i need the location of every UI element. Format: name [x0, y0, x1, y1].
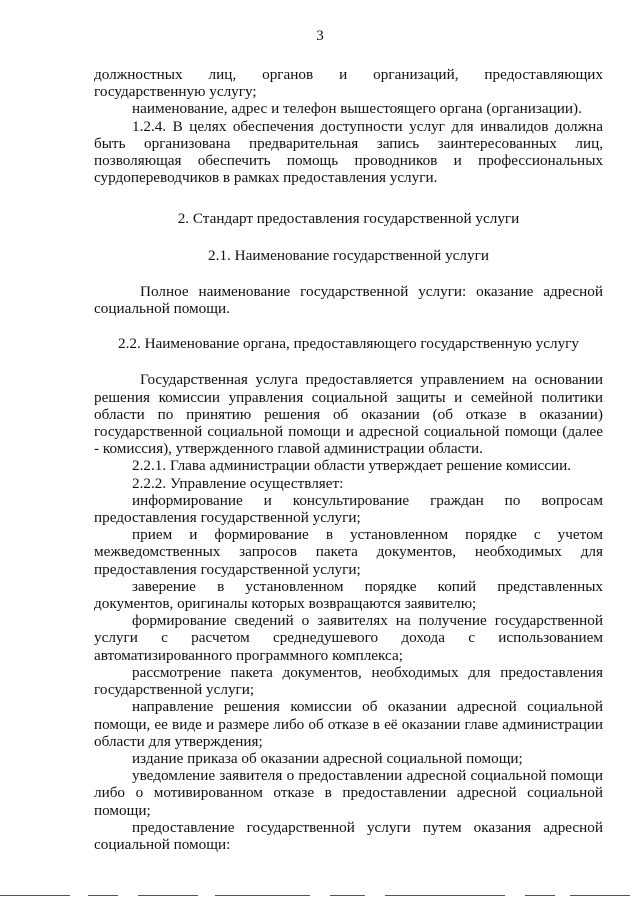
scan-edge-line: [0, 893, 640, 899]
paragraph-2-2-2: 2.2.2. Управление осуществляет:: [132, 474, 344, 492]
text-line: межведомственных запросов пакета документов, необходимых для: [94, 543, 603, 561]
text-line: документов, оригиналы которых возвращаются заявителю;: [94, 595, 477, 613]
document-body: [94, 66, 603, 853]
text-line: государственной социальной помощи и адресной социальной помощи (далее: [94, 423, 603, 441]
list-item: направление решения комиссии об оказании адресной социальной: [132, 698, 603, 716]
text-line: социальной помощи.: [94, 300, 230, 318]
text-line: помощи;: [94, 801, 151, 819]
text-line: - комиссия), утвержденного главой администрации области.: [94, 440, 483, 458]
text-line: государственной услуги;: [94, 681, 255, 699]
list-item: формирование сведений о заявителях на получение государственной: [132, 612, 603, 630]
text-line: быть организована предварительная запись заинтересованных лиц,: [94, 134, 603, 152]
text-line: области по принятию решения об оказании (об отказе в оказании): [94, 405, 603, 423]
text-line: государственную услугу;: [94, 83, 257, 101]
subsection-2-1-text: Полное наименование государственной услуги: оказание адресной: [140, 282, 603, 300]
text-line: решения комиссии управления социальной защиты и семейной политики: [94, 388, 603, 406]
list-item: уведомление заявителя о предоставлении адресной социальной помощи: [132, 767, 603, 785]
list-item: информирование и консультирование граждан по вопросам: [132, 491, 603, 509]
paragraph-2-2-1: 2.2.1. Глава администрации области утверждает решение комиссии.: [132, 457, 572, 475]
text-line: предоставления государственной услуги;: [94, 560, 361, 578]
page-number: 3: [316, 28, 324, 44]
text-line: автоматизированного программного комплекса;: [94, 646, 403, 664]
list-item: издание приказа об оказании адресной социальной помощи;: [132, 749, 523, 767]
section-2-title: 2. Стандарт предоставления государственной услуги: [177, 210, 520, 228]
paragraph-1-2-4: 1.2.4. В целях обеспечения доступности услуг для инвалидов должна: [132, 117, 603, 135]
subsection-2-1-title: 2.1. Наименование государственной услуги: [208, 246, 489, 264]
text-line: области для утверждения;: [94, 732, 263, 750]
text-line: помощи, ее виде и размере либо об отказе в её оказании главе администрации: [94, 715, 603, 733]
text-line: должностных лиц, органов и организаций, предоставляющих: [94, 66, 603, 83]
list-item: заверение в установленном порядке копий представленных: [132, 577, 603, 595]
text-line: предоставления государственной услуги;: [94, 509, 361, 527]
subsection-2-2-title: 2.2. Наименование органа, предоставляющего государственную услугу: [117, 335, 580, 353]
text-line: социальной помощи:: [94, 835, 231, 853]
subsection-2-2-text: Государственная услуга предоставляется управлением на основании: [140, 371, 603, 389]
list-item: прием и формирование в установленном порядке с учетом: [132, 526, 603, 544]
text-line: наименование, адрес и телефон вышестоящего органа (организации).: [132, 100, 582, 118]
text-line: сурдопереводчиков в рамках предоставления услуги.: [94, 169, 438, 187]
list-item: предоставление государственной услуги путем оказания адресной: [132, 818, 603, 836]
text-line: позволяющая обеспечить помощь проводников и профессиональных: [94, 152, 603, 170]
text-line: услуги с расчетом среднедушевого дохода с использованием: [94, 629, 603, 647]
text-line: либо о мотивированном отказе в предоставлении адресной социальной: [94, 784, 603, 802]
list-item: рассмотрение пакета документов, необходимых для предоставления: [132, 663, 603, 681]
